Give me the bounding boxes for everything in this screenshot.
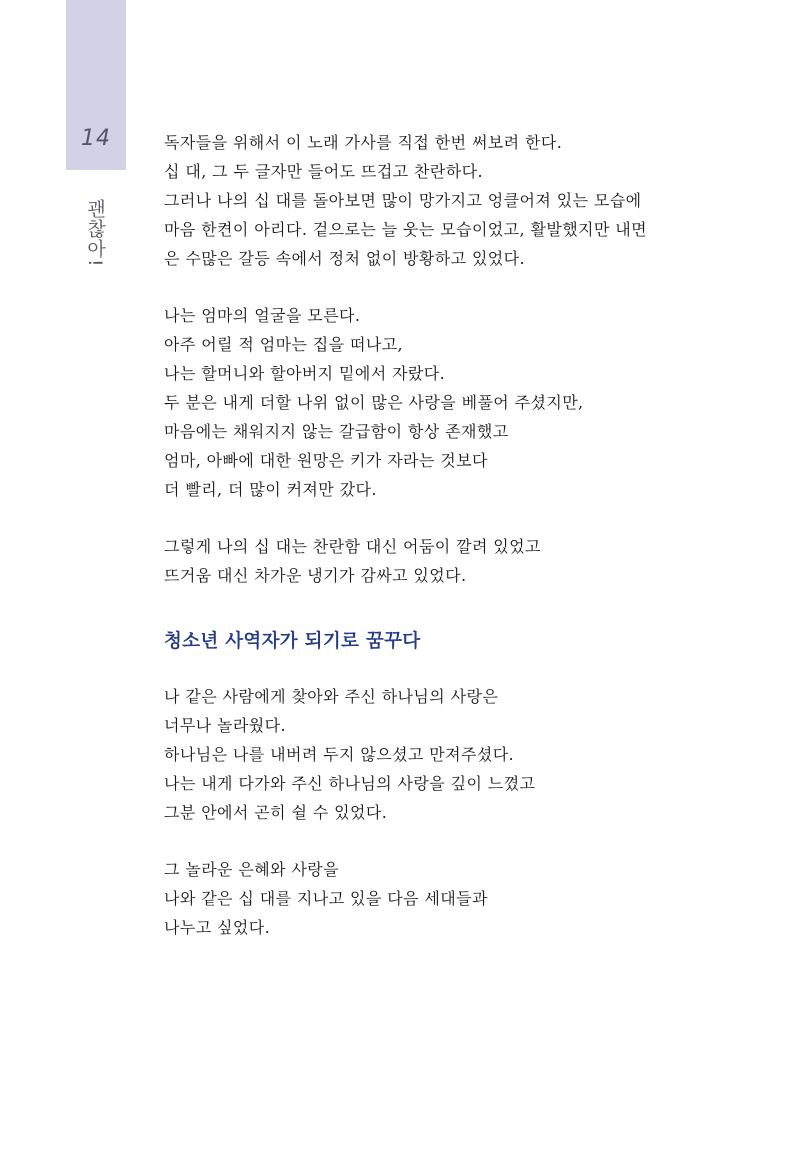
text-line: 은 수많은 갈등 속에서 정처 없이 방황하고 있었다.: [164, 249, 526, 268]
text-line: 나 같은 사람에게 찾아와 주신 하나님의 사랑은: [164, 687, 499, 706]
section-heading: 청소년 사역자가 되기로 꿈꾸다: [164, 631, 421, 652]
text-line: 마음 한켠이 아리다. 겉으로는 늘 웃는 모습이었고, 활발했지만 내면: [164, 220, 647, 239]
text-line: 엄마, 아빠에 대한 원망은 키가 자라는 것보다: [164, 451, 488, 470]
text-line: 십 대, 그 두 글자만 들어도 뜨겁고 찬란하다.: [164, 162, 483, 181]
text-line: 나는 내게 다가와 주신 하나님의 사랑을 깊이 느꼈고: [164, 774, 536, 793]
paragraph-intro: [164, 128, 724, 273]
paragraph-share: [164, 855, 724, 942]
page-number: 14: [81, 126, 111, 151]
text-line: 두 분은 내게 더할 나위 없이 많은 사랑을 베풀어 주셨지만,: [164, 393, 584, 412]
text-line: 나는 할머니와 할아버지 밑에서 자랐다.: [164, 364, 446, 383]
page-content: [164, 128, 724, 970]
text-line: 뜨거움 대신 차가운 냉기가 감싸고 있었다.: [164, 566, 467, 585]
running-title: 괜찮아!: [84, 198, 106, 268]
text-line: 아주 어릴 적 엄마는 집을 떠나고,: [164, 335, 404, 354]
paragraph-grace: [164, 682, 724, 827]
text-line: 나와 같은 십 대를 지나고 있을 다음 세대들과: [164, 889, 488, 908]
text-line: 독자들을 위해서 이 노래 가사를 직접 한번 써보려 한다.: [164, 133, 563, 152]
text-line: 마음에는 채워지지 않는 갈급함이 항상 존재했고: [164, 422, 509, 441]
text-line: 나누고 싶었다.: [164, 918, 271, 937]
text-line: 그렇게 나의 십 대는 찬란함 대신 어둠이 깔려 있었고: [164, 537, 541, 556]
text-line: 너무나 놀라웠다.: [164, 716, 286, 735]
paragraph-family: [164, 301, 724, 504]
paragraph-darkness: [164, 532, 724, 590]
text-line: 나는 엄마의 얼굴을 모른다.: [164, 306, 361, 325]
text-line: 그분 안에서 곤히 쉴 수 있었다.: [164, 803, 388, 822]
text-line: 하나님은 나를 내버려 두지 않으셨고 만져주셨다.: [164, 745, 515, 764]
text-line: 그러나 나의 십 대를 돌아보면 많이 망가지고 엉클어져 있는 모습에: [164, 191, 642, 210]
text-line: 더 빨리, 더 많이 커져만 갔다.: [164, 480, 377, 499]
text-line: 그 놀라운 은혜와 사랑을: [164, 860, 340, 879]
